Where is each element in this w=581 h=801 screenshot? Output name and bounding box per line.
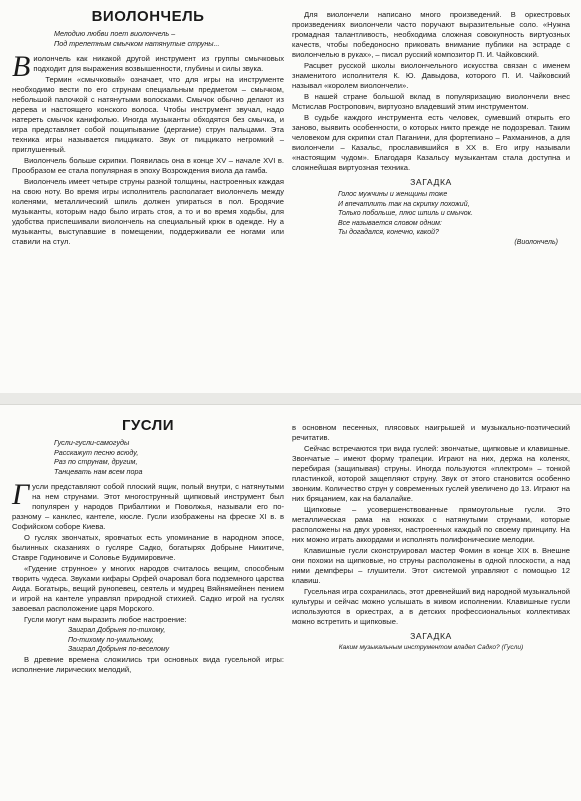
dropcap-letter: В: [12, 50, 31, 84]
gusli-riddle-text: Каким музыкальным инструментом владел Садко? (Гусли): [338, 644, 524, 651]
riddle-line: Голос мужчины и женщины тоже: [338, 191, 448, 198]
riddle-line: Только побольше, плюс шпиль и смычок.: [338, 210, 473, 218]
gusli-paragraph: В древние времена сложились три основных вида гусельной игры: исполнение лирических мелодий,: [12, 654, 284, 674]
gusli-left-column: [12, 405, 284, 676]
gusli-epigraph: [54, 438, 284, 476]
gusli-title: ГУСЛИ: [121, 417, 175, 434]
cello-title: ВИОЛОНЧЕЛЬ: [91, 8, 205, 25]
cello-paragraph: Расцвет русской школы виолончельного искусства связан с именем знаменитого исполнителя К. Ю. Давыдова, которого П. И. Чайковский называл «королем виолончели».: [292, 61, 570, 90]
epigraph-line: Раз по струнам, другим,: [54, 457, 138, 467]
epigraph-line: Гусли-гусли-самогуды: [54, 438, 130, 447]
cello-left-column: [12, 0, 284, 248]
cello-riddle-title: ЗАГАДКА: [410, 177, 452, 187]
gusli-paragraph: Гусельная игра сохранилась, этот древнейший вид народной музыкальной культуры и сейчас можно услышать в живом исполнении. Клавишные гусли используются в оркестрах, а в детских профессиональных коллективах можно встретить и щипковые.: [292, 587, 570, 626]
verse-line: Заиграл Добрыня по-веселому: [68, 646, 170, 654]
cello-paragraph: Виолончель имеет четыре струны разной толщины, настроенных каждая на свою ноту. Во время игры исполнитель располагает виолончель между коленями, металлический шпиль должен упираться в пол. Бродячие музыканты, которым надо было играть стоя, а то и во время ходьбы, для удобства приспешивали виолончель на специальный крюк в одежде. Ну а музыканты, выступавшие в помещении, поддерживали ее ногами или ставили на стул.: [12, 177, 284, 247]
verse-line: Заиграл Добрыня по-тихому,: [68, 627, 166, 635]
gusli-paragraph: Щипковые – усовершенствованные прямоугольные гусли. Это металлическая рама на ножках с натянутыми струнами, которые расположены на двух уровнях, настроенных каждый по своему принципу. На них можно играть аккордами и исполнять полифонические мелодии.: [292, 505, 570, 544]
gusli-paragraph: Гусли могут нам выразить любое настроение:: [24, 615, 187, 625]
cello-paragraph: Для виолончели написано много произведений. В оркестровых произведениях виолончели часто поручают выразительные соло. «Нужна громадная талантливость, необходима сложная совокупность виртуозных качеств, чтобы победоносно приковать внимание публики на эстраде с виолончелью в руках», – писал русский композитор П. И. Чайковский.: [292, 10, 570, 59]
gusli-paragraph: Сейчас встречаются три вида гуслей: звончатые, щипковые и клавишные. Звончатые – имеют форму трапеции. Играют на них, держа на коленях, перебирая (защипывая) струны. Иногда пользуются «плектром» – тонкой пластинкой, которой защепляют струну. Звук от этого становится особенно звонким. Количество струн у современных гуслей увеличено до 13. Играют на них бряцанием, как на балалайке.: [292, 444, 570, 503]
gusli-paragraph: в основном песенных, плясовых наигрышей и музыкально-поэтический речитатив.: [292, 423, 570, 442]
epigraph-line: Расскажут песню всюду,: [54, 447, 139, 457]
dropcap-letter: Г: [12, 478, 30, 512]
gusli-paragraph: О гуслях звончатых, яровчатых есть упоминание в народном эпосе, былинных сказаниях о гусляре Садко, богатырях Добрыне Никитиче, Ставре Годиновиче и Соловье Будимировиче.: [12, 533, 284, 563]
cello-paragraph: В судьбе каждого инструмента есть человек, сумевший открыть его заново, выявить особенности, о которых никто прежде не подозревал. Таким человеком для скрипки стал Паганини, для фортепиано – Рахманинов, а для виолончели – Казальс, прославившийся в XX в. Его игру называли «настоящим чудом». Благодаря Казальсу музыкантам стала доступна и сложнейшая виртуозная техника.: [292, 113, 570, 172]
riddle-line: Все называется словом одним:: [338, 219, 442, 227]
gusli-paragraph: Гусли представляют собой плоский ящик, полый внутри, с натянутыми на нем струнами. Этот многострунный щипковый инструмент был популярен у народов Прибалтики и Поволжья, называли его по-разному – канклес, кантеле, кюсле. Гусли изображены на фреске XI в. в Софийском соборе Киева.: [12, 478, 284, 532]
gusli-verse: [12, 626, 284, 654]
cello-riddle: [292, 190, 570, 246]
gusli-card: [0, 404, 581, 801]
cello-paragraph: Виолончель больше скрипки. Появилась она в конце XV – начале XVI в. Прообразом ее стала популярная в эпоху Возрождения виола да гамба.: [12, 156, 284, 176]
cello-paragraph: В нашей стране большой вклад в популяризацию виолончели внес Мстислав Ростропович, виртуозно владевший этим инструментом.: [292, 92, 570, 111]
gusli-paragraph: «Гудение струнное» у многих народов считалось вещим, способным творить чудеса. Звуками кифары Орфей очаровал бога подземного царства Аида. Богатырь, вещий рунопевец, сеятель и мудрец Вяйнямейнен пением и игрой на кантеле управлял природной стихией. Садко игрой на гуслях завоевал расположение царя Морского.: [12, 564, 284, 614]
gusli-right-column: [292, 405, 570, 651]
cello-paragraph: Термин «смычковый» означает, что для игры на инструменте необходимо вести по его струнам специальным предметом – смычком, небольшой палочкой с натянутыми волосками. Смычок обычно делают из дерева и настоящего конского волоса. Чтобы инструмент звучал, надо натереть смычок канифолью. Иногда музыканты обходятся без смычка, и игра представляет собой пощипывание (дергание) струн пальцами. Эта техника игры называется пиццикато. Звук от пиццикато негромкий – приглушенный.: [12, 75, 284, 155]
cello-card: [0, 0, 581, 393]
gusli-riddle-title: ЗАГАДКА: [410, 631, 452, 641]
riddle-line: И впечатлить так на скрипку похожий,: [338, 200, 470, 208]
verse-line: По-тихому по-умильному,: [68, 636, 154, 644]
riddle-answer: (Виолончель): [514, 238, 558, 246]
epigraph-line: Танцевать нам всем пора: [54, 466, 143, 476]
cello-epigraph: [54, 29, 284, 48]
cello-paragraph: Виолончель как никакой другой инструмент из группы смычковых подходит для выражения возвышенности, глубины и силы звука.: [12, 50, 284, 84]
gusli-paragraph: Клавишные гусли сконструировал мастер Фомин в конце XIX в. Внешне они похожи на щипковые, но струны расположены в одной плоскости, а над ними демпферы – глушители. Этот системой управляют с помощью 12 клавиш.: [292, 546, 570, 585]
epigraph-line: Под трепетным смычком натянутые струны...: [54, 38, 220, 48]
card-separator: [0, 393, 581, 404]
cello-right-column: [292, 0, 570, 246]
riddle-line: Ты догадался, конечно, какой?: [338, 229, 439, 237]
epigraph-line: Мелодию любви поет виолончель –: [54, 29, 176, 38]
